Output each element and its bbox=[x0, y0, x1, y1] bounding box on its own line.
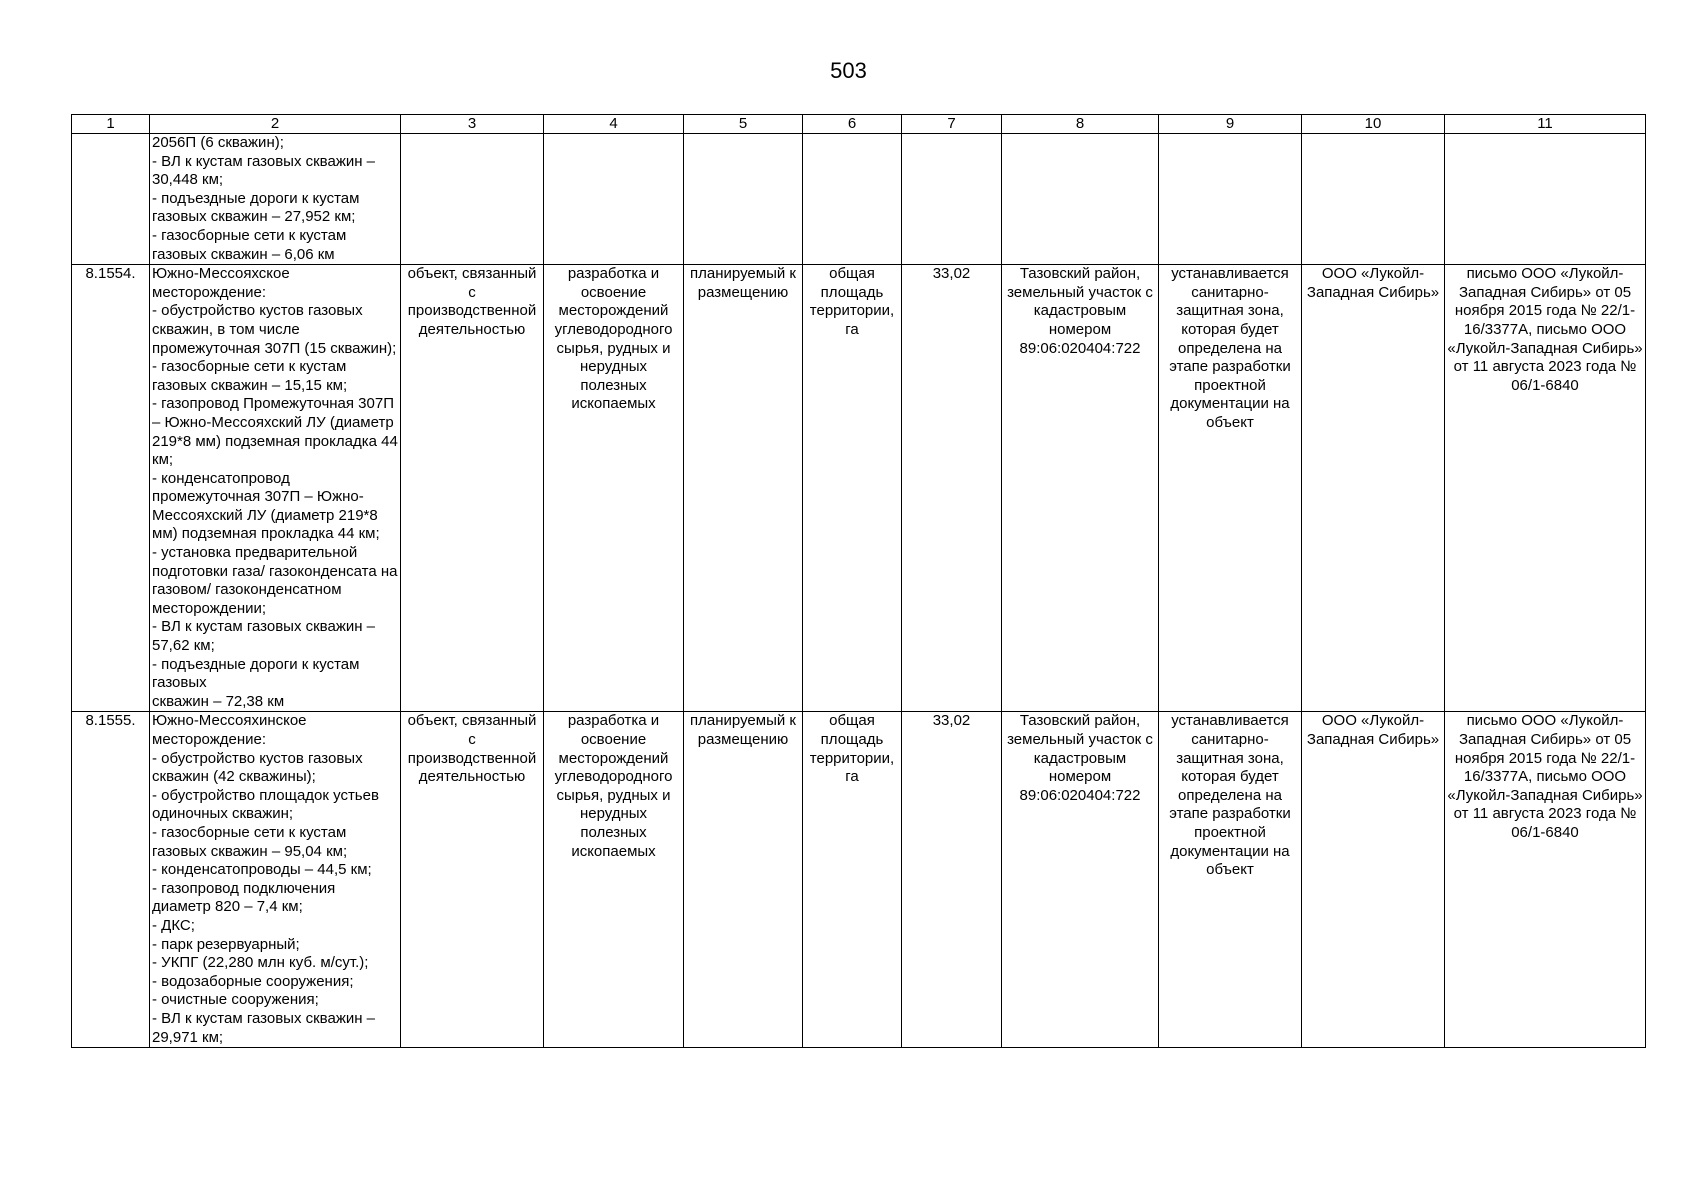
purpose-cell: разработка и освоение месторождений углеводородного сырья, рудных и нерудных полезных ископаемых bbox=[544, 712, 684, 1048]
column-header: 5 bbox=[684, 115, 803, 134]
column-header: 9 bbox=[1159, 115, 1302, 134]
column-header: 10 bbox=[1302, 115, 1445, 134]
location-cell: Тазовский район, земельный участок с кадастровым номером 89:06:020404:722 bbox=[1002, 712, 1159, 1048]
basis-cell: письмо ООО «Лукойл-Западная Сибирь» от 05 ноября 2015 года № 22/1-16/3377А, письмо ООО «Лукойл-Западная Сибирь» от 11 августа 2023 года № 06/1-6840 bbox=[1445, 712, 1646, 1048]
purpose-cell bbox=[544, 134, 684, 265]
purpose-cell: разработка и освоение месторождений углеводородного сырья, рудных и нерудных полезных ископаемых bbox=[544, 265, 684, 712]
status-cell: планируемый к размещению bbox=[684, 712, 803, 1048]
status-cell bbox=[684, 134, 803, 265]
header-row bbox=[72, 115, 1646, 134]
column-header: 6 bbox=[803, 115, 902, 134]
basis-cell: письмо ООО «Лукойл-Западная Сибирь» от 05 ноября 2015 года № 22/1-16/3377А, письмо ООО «Лукойл-Западная Сибирь» от 11 августа 2023 года № 06/1-6840 bbox=[1445, 265, 1646, 712]
column-header: 1 bbox=[72, 115, 150, 134]
object-type-cell bbox=[401, 134, 544, 265]
column-header: 4 bbox=[544, 115, 684, 134]
basis-cell bbox=[1445, 134, 1646, 265]
zone-cell: устанавливается санитарно-защитная зона, которая будет определена на этапе разработки проектной документации на объект bbox=[1159, 712, 1302, 1048]
objects-table bbox=[71, 114, 1646, 1048]
zone-cell: устанавливается санитарно-защитная зона, которая будет определена на этапе разработки проектной документации на объект bbox=[1159, 265, 1302, 712]
row-number-cell bbox=[72, 134, 150, 265]
object-type-cell: объект, связанный с производственной деятельностью bbox=[401, 265, 544, 712]
characteristic-cell: общая площадь территории, га bbox=[803, 712, 902, 1048]
column-header: 11 bbox=[1445, 115, 1646, 134]
location-cell bbox=[1002, 134, 1159, 265]
zone-cell bbox=[1159, 134, 1302, 265]
table-row bbox=[72, 134, 1646, 265]
description-cell: Южно-Мессояхинское месторождение: - обустройство кустов газовых скважин (42 скважины); - обустройство площадок устьев одиночных скважин; - газосборные сети к кустам газовых скважин – 95,04 км; - конденсатопроводы – 44,5 км; - газопровод подключения диаметр 820 – 7,4 км; - ДКС; - парк резервуарный; - УКПГ (22,280 млн куб. м/сут.); - водозаборные сооружения; - очистные сооружения; - ВЛ к кустам газовых скважин – 29,971 км; bbox=[150, 712, 401, 1048]
organization-cell: ООО «Лукойл-Западная Сибирь» bbox=[1302, 265, 1445, 712]
page-number: 503 bbox=[830, 58, 867, 83]
row-number-cell: 8.1554. bbox=[72, 265, 150, 712]
column-header: 3 bbox=[401, 115, 544, 134]
table-row bbox=[72, 712, 1646, 1048]
value-cell bbox=[902, 134, 1002, 265]
value-cell: 33,02 bbox=[902, 712, 1002, 1048]
status-cell: планируемый к размещению bbox=[684, 265, 803, 712]
column-header: 7 bbox=[902, 115, 1002, 134]
table-row bbox=[72, 265, 1646, 712]
organization-cell: ООО «Лукойл-Западная Сибирь» bbox=[1302, 712, 1445, 1048]
column-header: 2 bbox=[150, 115, 401, 134]
value-cell: 33,02 bbox=[902, 265, 1002, 712]
row-number-cell: 8.1555. bbox=[72, 712, 150, 1048]
description-cell: Южно-Мессояхское месторождение: - обустройство кустов газовых скважин, в том числе промежуточная 307П (15 скважин); - газосборные сети к кустам газовых скважин – 15,15 км; - газопровод Промежуточная 307П – Южно-Мессояхский ЛУ (диаметр 219*8 мм) подземная прокладка 44 км; - конденсатопровод промежуточная 307П – Южно-Мессояхский ЛУ (диаметр 219*8 мм) подземная прокладка 44 км; - установка предварительной подготовки газа/ газоконденсата на газовом/ газоконденсатном месторождении; - ВЛ к кустам газовых скважин – 57,62 км; - подъездные дороги к кустам газовых скважин – 72,38 км bbox=[150, 265, 401, 712]
characteristic-cell bbox=[803, 134, 902, 265]
column-header: 8 bbox=[1002, 115, 1159, 134]
characteristic-cell: общая площадь территории, га bbox=[803, 265, 902, 712]
description-cell: 2056П (6 скважин); - ВЛ к кустам газовых скважин – 30,448 км; - подъездные дороги к кустам газовых скважин – 27,952 км; - газосборные сети к кустам газовых скважин – 6,06 км bbox=[150, 134, 401, 265]
organization-cell bbox=[1302, 134, 1445, 265]
object-type-cell: объект, связанный с производственной деятельностью bbox=[401, 712, 544, 1048]
location-cell: Тазовский район, земельный участок с кадастровым номером 89:06:020404:722 bbox=[1002, 265, 1159, 712]
